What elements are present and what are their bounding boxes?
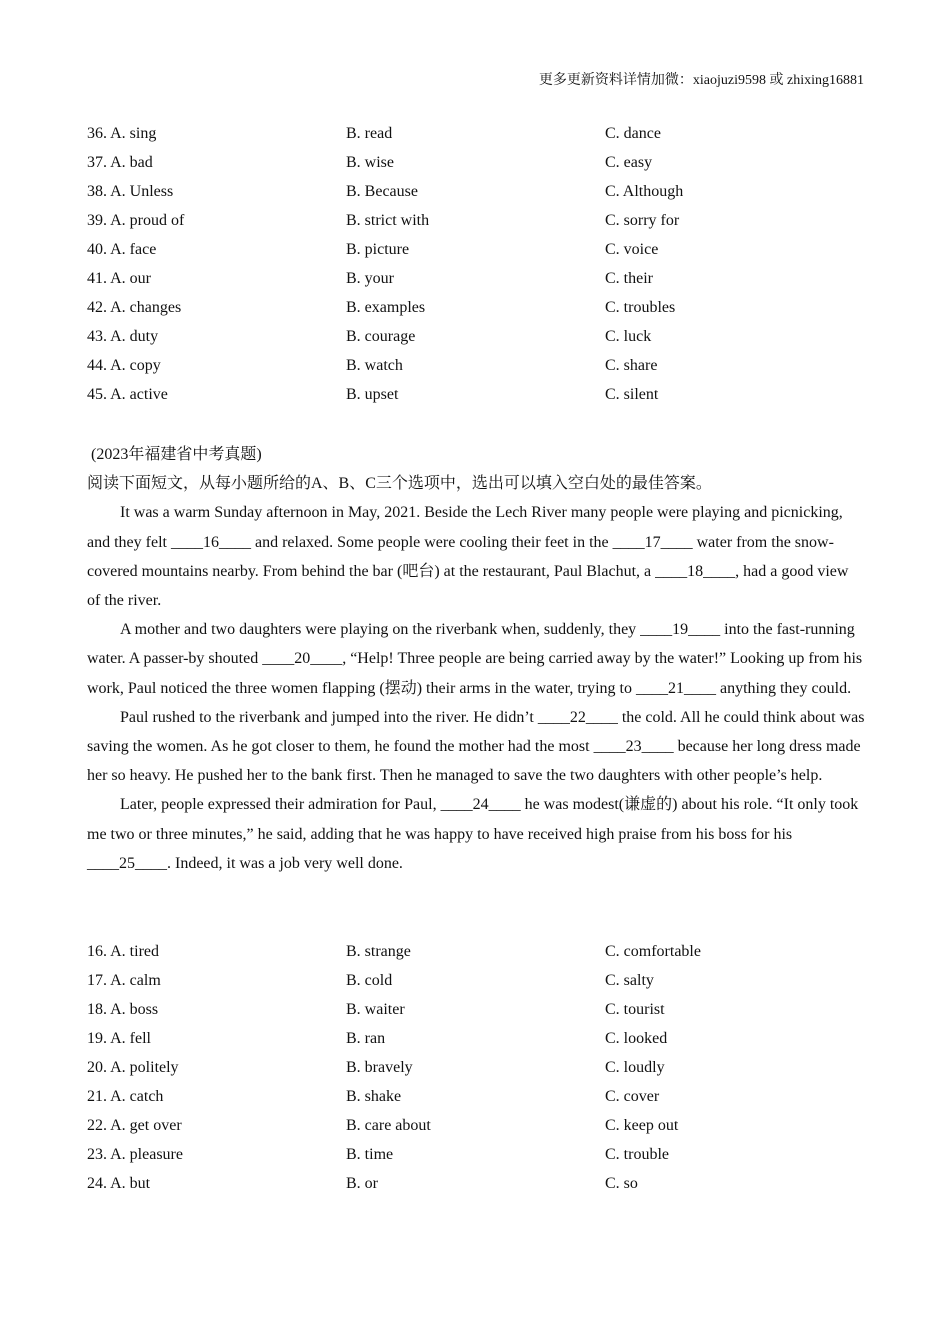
option-b: B. examples bbox=[346, 299, 426, 316]
option-c: C. easy bbox=[605, 154, 653, 171]
option-c: C. Although bbox=[605, 183, 684, 200]
option-b: B. Because bbox=[346, 183, 418, 200]
option-a: 17. A. calm bbox=[87, 972, 161, 989]
option-a: 21. A. catch bbox=[87, 1088, 164, 1105]
option-row bbox=[87, 1082, 867, 1111]
option-row bbox=[87, 235, 867, 264]
option-row bbox=[87, 351, 867, 380]
option-a: 23. A. pleasure bbox=[87, 1146, 183, 1163]
option-a: 44. A. copy bbox=[87, 357, 161, 374]
passage-paragraph: A mother and two daughters were playing on the riverbank when, suddenly, they ____19____ into the fast-running water. A passer-by shouted ____20____, “Help! Three people are being carried away by the water!” Looking up from his work, Paul noticed the three women flapping (摆动) their arms in the water, trying to ____21____ anything they could. bbox=[87, 621, 863, 697]
option-row bbox=[87, 1024, 867, 1053]
option-row bbox=[87, 264, 867, 293]
option-c: C. their bbox=[605, 270, 653, 287]
option-c: C. looked bbox=[605, 1030, 668, 1047]
option-c: C. dance bbox=[605, 125, 661, 142]
passage-paragraph: Paul rushed to the riverbank and jumped into the river. He didn’t ____22____ the cold. All he could think about was saving the women. As he got closer to them, he found the mother had the most ____23____ because her long dress made her so heavy. He pushed her to the bank first. Then he managed to save the two daughters with other people’s help. bbox=[87, 708, 865, 785]
option-a: 38. A. Unless bbox=[87, 183, 174, 200]
option-b: B. bravely bbox=[346, 1059, 413, 1076]
option-row bbox=[87, 148, 867, 177]
reading-passage bbox=[87, 440, 865, 878]
option-c: C. trouble bbox=[605, 1146, 669, 1163]
option-row bbox=[87, 119, 867, 148]
instruction-text: 阅读下面短文，从每小题所给的A、B、C三个选项中，选出可以填入空白处的最佳答案。 bbox=[87, 475, 712, 493]
option-a: 20. A. politely bbox=[87, 1059, 179, 1076]
option-b: B. care about bbox=[346, 1117, 431, 1134]
option-a: 18. A. boss bbox=[87, 1001, 159, 1018]
option-a: 36. A. sing bbox=[87, 125, 157, 142]
option-a: 45. A. active bbox=[87, 386, 168, 403]
option-a: 16. A. tired bbox=[87, 943, 159, 960]
option-row bbox=[87, 206, 867, 235]
option-b: B. watch bbox=[346, 357, 403, 374]
options-list-36-45 bbox=[87, 119, 867, 409]
option-row bbox=[87, 380, 867, 409]
option-c: C. so bbox=[605, 1175, 638, 1192]
option-a: 39. A. proud of bbox=[87, 212, 185, 229]
option-b: B. wise bbox=[346, 154, 394, 171]
option-c: C. silent bbox=[605, 386, 659, 403]
option-c: C. cover bbox=[605, 1088, 660, 1105]
option-b: B. strange bbox=[346, 943, 411, 960]
option-a: 43. A. duty bbox=[87, 328, 159, 345]
option-a: 41. A. our bbox=[87, 270, 151, 287]
option-b: B. or bbox=[346, 1175, 378, 1192]
option-c: C. share bbox=[605, 357, 658, 374]
question-source: (2023年福建省中考真题) bbox=[91, 446, 262, 463]
option-b: B. cold bbox=[346, 972, 393, 989]
option-row bbox=[87, 995, 867, 1024]
option-b: B. picture bbox=[346, 241, 410, 258]
passage-paragraph: It was a warm Sunday afternoon in May, 2021. Beside the Lech River many people were playing and picnicking, and they felt ____16____ and relaxed. Some people were cooling their feet in the ____17____ water from the snow-covered mountains nearby. From behind the bar (吧台) at the restaurant, Paul Blachut, a ____18____, had a good view of the river. bbox=[87, 504, 849, 610]
option-b: B. ran bbox=[346, 1030, 386, 1047]
option-c: C. keep out bbox=[605, 1117, 679, 1134]
option-b: B. your bbox=[346, 270, 394, 287]
options-list-16-24 bbox=[87, 937, 867, 1198]
option-b: B. shake bbox=[346, 1088, 402, 1105]
option-b: B. courage bbox=[346, 328, 416, 345]
option-row bbox=[87, 177, 867, 206]
option-b: B. read bbox=[346, 125, 393, 142]
option-row bbox=[87, 937, 867, 966]
option-c: C. tourist bbox=[605, 1001, 665, 1018]
option-a: 22. A. get over bbox=[87, 1117, 182, 1134]
option-c: C. sorry for bbox=[605, 212, 680, 229]
option-row bbox=[87, 322, 867, 351]
option-b: B. strict with bbox=[346, 212, 430, 229]
option-row bbox=[87, 1140, 867, 1169]
option-row bbox=[87, 1053, 867, 1082]
option-a: 24. A. but bbox=[87, 1175, 151, 1192]
option-row bbox=[87, 966, 867, 995]
option-c: C. loudly bbox=[605, 1059, 665, 1076]
option-c: C. salty bbox=[605, 972, 654, 989]
option-a: 37. A. bad bbox=[87, 154, 153, 171]
option-row bbox=[87, 293, 867, 322]
option-row bbox=[87, 1169, 867, 1198]
option-c: C. luck bbox=[605, 328, 652, 345]
option-a: 40. A. face bbox=[87, 241, 157, 258]
option-b: B. waiter bbox=[346, 1001, 405, 1018]
option-c: C. troubles bbox=[605, 299, 676, 316]
option-a: 19. A. fell bbox=[87, 1030, 151, 1047]
option-c: C. voice bbox=[605, 241, 659, 258]
option-c: C. comfortable bbox=[605, 943, 701, 960]
page-header-note: 更多更新资料详情加微：xiaojuzi9598 或 zhixing16881 bbox=[538, 73, 864, 88]
passage-paragraph: Later, people expressed their admiration for Paul, ____24____ he was modest(谦虚的) about his role. “It only took me two or three minutes,” he said, adding that he was happy to have received high praise from his boss for his ____25____. Indeed, it was a job very well done. bbox=[87, 796, 859, 872]
option-b: B. upset bbox=[346, 386, 399, 403]
option-row bbox=[87, 1111, 867, 1140]
option-a: 42. A. changes bbox=[87, 299, 182, 316]
option-b: B. time bbox=[346, 1146, 394, 1163]
